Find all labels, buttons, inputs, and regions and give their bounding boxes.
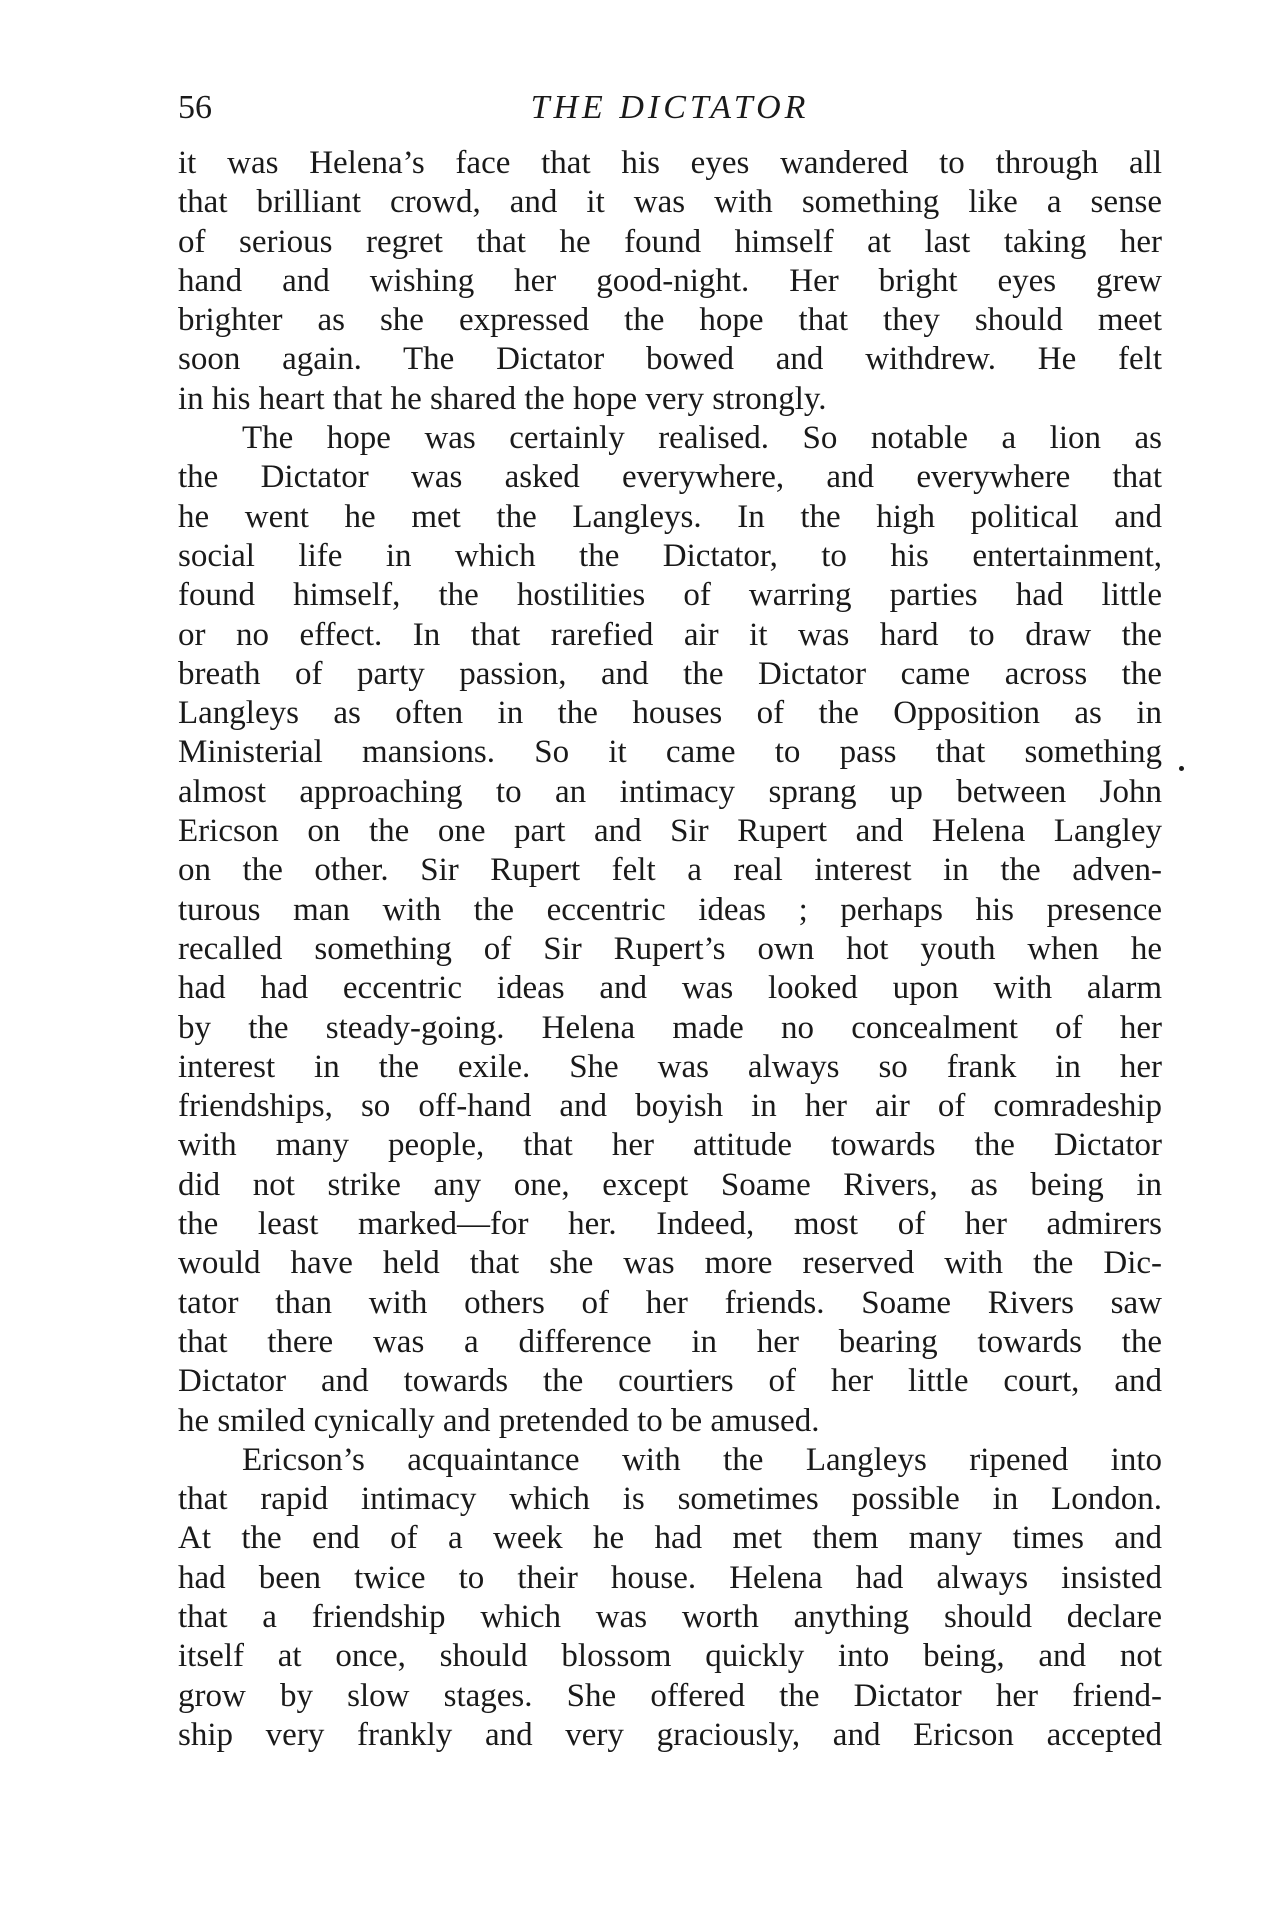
text-line: he went he met the Langleys. In the high political and (178, 498, 1162, 535)
text-line: Ministerial mansions. So it came to pass that something (178, 734, 1162, 771)
text-line: that a friendship which was worth anything should declare (178, 1598, 1162, 1635)
page-number: 56 (178, 89, 212, 126)
text-line: on the other. Sir Rupert felt a real interest in the adven- (178, 852, 1162, 889)
text-line: that there was a difference in her bearing towards the (178, 1323, 1162, 1360)
text-line: or no effect. In that rarefied air it was hard to draw the (178, 616, 1162, 653)
text-line: soon again. The Dictator bowed and withdrew. He felt (178, 341, 1162, 378)
text-line: of serious regret that he found himself at last taking her (178, 223, 1162, 260)
text-line: brighter as she expressed the hope that they should meet (178, 302, 1162, 339)
text-line: Ericson’s acquaintance with the Langleys ripened into (242, 1441, 1162, 1478)
text-line: would have held that she was more reserved with the Dic- (178, 1245, 1162, 1282)
text-line: by the steady-going. Helena made no concealment of her (178, 1009, 1162, 1046)
text-line: friendships, so off-hand and boyish in her air of comradeship (178, 1088, 1162, 1125)
text-line: recalled something of Sir Rupert’s own hot youth when he (178, 930, 1162, 967)
text-line: Langleys as often in the houses of the Opposition as in (178, 695, 1162, 732)
text-line: grow by slow stages. She offered the Dictator her friend- (178, 1677, 1162, 1714)
text-line: turous man with the eccentric ideas ; perhaps his presence (178, 891, 1162, 928)
text-line: interest in the exile. She was always so frank in her (178, 1048, 1162, 1085)
text-line: with many people, that her attitude towards the Dictator (178, 1127, 1162, 1164)
text-line: The hope was certainly realised. So notable a lion as (242, 420, 1162, 457)
text-line: ship very frankly and very graciously, and Ericson accepted (178, 1716, 1162, 1753)
text-line: he smiled cynically and pretended to be amused. (178, 1402, 820, 1439)
text-line: in his heart that he shared the hope very strongly. (178, 380, 827, 417)
body-text (178, 144, 1162, 1755)
text-line: had been twice to their house. Helena had always insisted (178, 1559, 1162, 1596)
text-line: social life in which the Dictator, to his entertainment, (178, 537, 1162, 574)
running-title: THE DICTATOR (530, 89, 810, 126)
text-line: it was Helena’s face that his eyes wandered to through all (178, 145, 1162, 181)
text-line: that brilliant crowd, and it was with something like a sense (178, 184, 1162, 221)
text-line: hand and wishing her good-night. Her bright eyes grew (178, 262, 1162, 299)
text-line: tator than with others of her friends. Soame Rivers saw (178, 1284, 1162, 1321)
text-line: itself at once, should blossom quickly into being, and not (178, 1638, 1162, 1675)
text-line: had had eccentric ideas and was looked upon with alarm (178, 970, 1162, 1007)
text-line: almost approaching to an intimacy sprang up between John (178, 773, 1162, 810)
text-line: breath of party passion, and the Dictator came across the (178, 655, 1162, 692)
page-header (178, 86, 1162, 136)
text-line: the least marked—for her. Indeed, most of her admirers (178, 1206, 1162, 1243)
text-line: Ericson on the one part and Sir Rupert and Helena Langley (178, 813, 1162, 850)
margin-mark (1179, 766, 1184, 771)
text-line: found himself, the hostilities of warring parties had little (178, 577, 1162, 614)
text-line: did not strike any one, except Soame Rivers, as being in (178, 1166, 1162, 1203)
text-line: that rapid intimacy which is sometimes possible in London. (178, 1481, 1162, 1518)
text-line: the Dictator was asked everywhere, and everywhere that (178, 459, 1162, 496)
text-line: Dictator and towards the courtiers of her little court, and (178, 1363, 1162, 1400)
text-line: At the end of a week he had met them many times and (178, 1520, 1162, 1557)
